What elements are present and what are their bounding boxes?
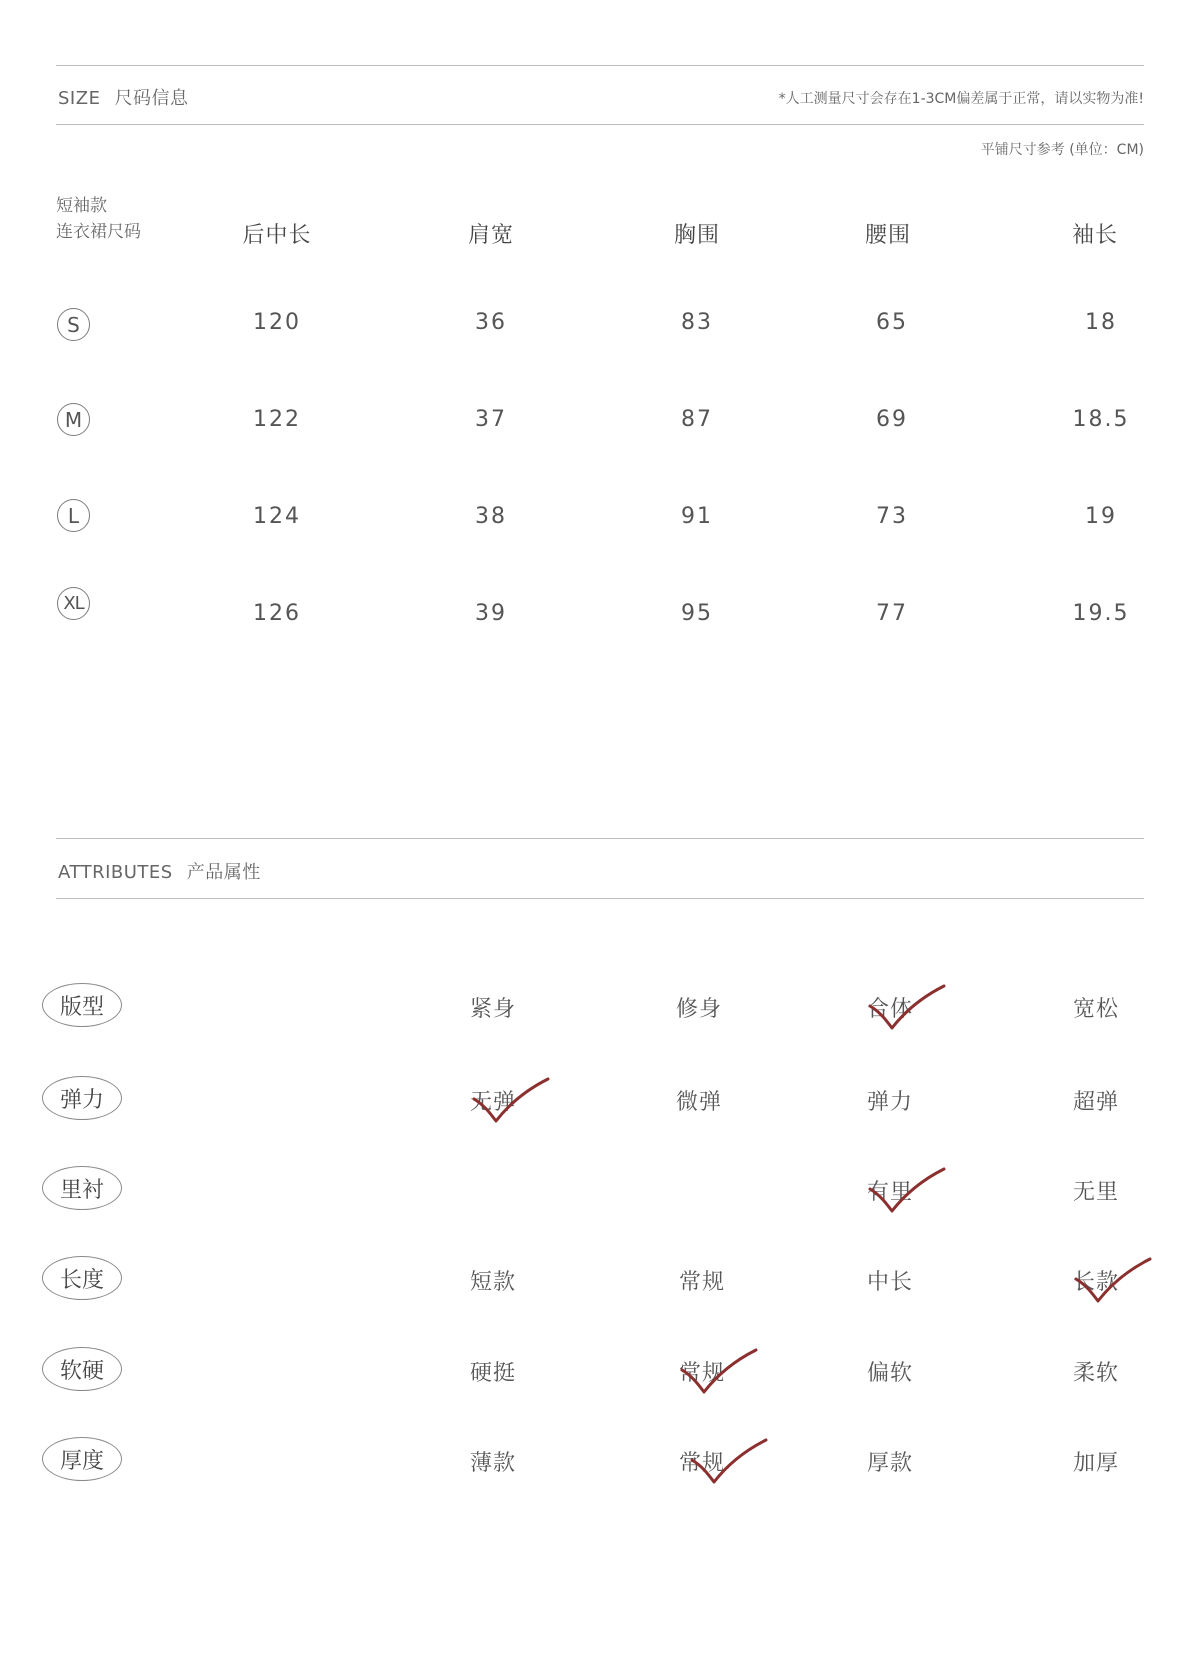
attr-label-lining: 里衬 xyxy=(42,1166,122,1210)
attr-label-stiffness: 软硬 xyxy=(42,1347,122,1391)
attr-option: 常规 xyxy=(678,1451,725,1476)
attr-option: 长款 xyxy=(1072,1270,1119,1295)
size-value: 87 xyxy=(681,407,713,432)
size-value: 122 xyxy=(253,407,301,432)
attr-option: 有里 xyxy=(866,1180,913,1205)
column-header-sleeve: 袖长 xyxy=(1071,223,1118,248)
size-top-divider xyxy=(56,65,1144,66)
attr-option: 短款 xyxy=(469,1270,516,1295)
attr-label-thickness: 厚度 xyxy=(42,1437,122,1481)
column-header-waist: 腰围 xyxy=(864,223,911,248)
attr-option: 微弹 xyxy=(675,1090,722,1115)
size-bottom-divider xyxy=(56,124,1144,125)
attr-option: 超弹 xyxy=(1072,1090,1119,1115)
attr-top-divider xyxy=(56,838,1144,839)
size-value: 91 xyxy=(681,504,713,529)
attr-option: 合体 xyxy=(866,997,913,1022)
corner-line-2: 连衣裙尺码 xyxy=(56,222,141,242)
size-value: 19.5 xyxy=(1072,601,1130,626)
attr-option: 中长 xyxy=(866,1270,913,1295)
attr-section-title xyxy=(58,858,261,884)
size-badge-xl: XL xyxy=(57,587,90,620)
check-mark-icon xyxy=(866,1167,946,1217)
attr-option: 偏软 xyxy=(866,1361,913,1386)
check-mark-icon xyxy=(866,984,946,1034)
size-value: 38 xyxy=(475,504,507,529)
attr-option: 加厚 xyxy=(1072,1451,1119,1476)
size-value: 77 xyxy=(876,601,908,626)
attr-label-elasticity: 弹力 xyxy=(42,1076,122,1120)
size-value: 37 xyxy=(475,407,507,432)
size-value: 124 xyxy=(253,504,301,529)
size-value: 95 xyxy=(681,601,713,626)
attr-bottom-divider xyxy=(56,898,1144,899)
attr-option: 弹力 xyxy=(866,1090,913,1115)
size-value: 18.5 xyxy=(1072,407,1130,432)
attr-title-cn: 产品属性 xyxy=(186,862,261,883)
attr-option: 无里 xyxy=(1072,1180,1119,1205)
check-mark-icon xyxy=(1072,1257,1152,1307)
unit-note: 平铺尺寸参考 (单位：CM) xyxy=(980,142,1144,158)
size-value: 19 xyxy=(1085,504,1117,529)
corner-line-1: 短袖款 xyxy=(56,196,107,216)
size-title-en: SIZE xyxy=(58,88,101,109)
check-mark-icon xyxy=(470,1077,550,1127)
size-value: 126 xyxy=(253,601,301,626)
attr-option: 无弹 xyxy=(469,1090,516,1115)
attr-option: 柔软 xyxy=(1072,1361,1119,1386)
column-header-bust: 胸围 xyxy=(673,223,720,248)
check-mark-icon xyxy=(678,1348,758,1398)
size-section-title xyxy=(58,84,188,110)
size-value: 69 xyxy=(876,407,908,432)
attr-label-length: 长度 xyxy=(42,1256,122,1300)
size-value: 36 xyxy=(475,310,507,335)
size-value: 65 xyxy=(876,310,908,335)
attr-option: 宽松 xyxy=(1072,997,1119,1022)
check-mark-icon xyxy=(688,1438,768,1488)
size-value: 73 xyxy=(876,504,908,529)
column-header-length: 后中长 xyxy=(242,223,312,248)
attr-label-fit: 版型 xyxy=(42,983,122,1027)
size-badge-m: M xyxy=(57,403,90,436)
size-badge-l: L xyxy=(57,499,90,532)
attr-title-en: ATTRIBUTES xyxy=(58,862,173,883)
attr-option: 修身 xyxy=(675,997,722,1022)
attr-option: 硬挺 xyxy=(469,1361,516,1386)
attr-option: 厚款 xyxy=(866,1451,913,1476)
attr-option: 紧身 xyxy=(469,997,516,1022)
size-value: 39 xyxy=(475,601,507,626)
table-corner-label xyxy=(56,193,141,245)
measurement-note: *人工测量尺寸会存在1-3CM偏差属于正常，请以实物为准! xyxy=(778,91,1144,107)
attr-option: 常规 xyxy=(678,1361,725,1386)
attr-option: 常规 xyxy=(678,1270,725,1295)
size-value: 120 xyxy=(253,310,301,335)
size-badge-s: S xyxy=(57,308,90,341)
size-value: 83 xyxy=(681,310,713,335)
size-title-cn: 尺码信息 xyxy=(114,88,189,109)
size-value: 18 xyxy=(1085,310,1117,335)
attr-option: 薄款 xyxy=(469,1451,516,1476)
column-header-shoulder: 肩宽 xyxy=(467,223,514,248)
